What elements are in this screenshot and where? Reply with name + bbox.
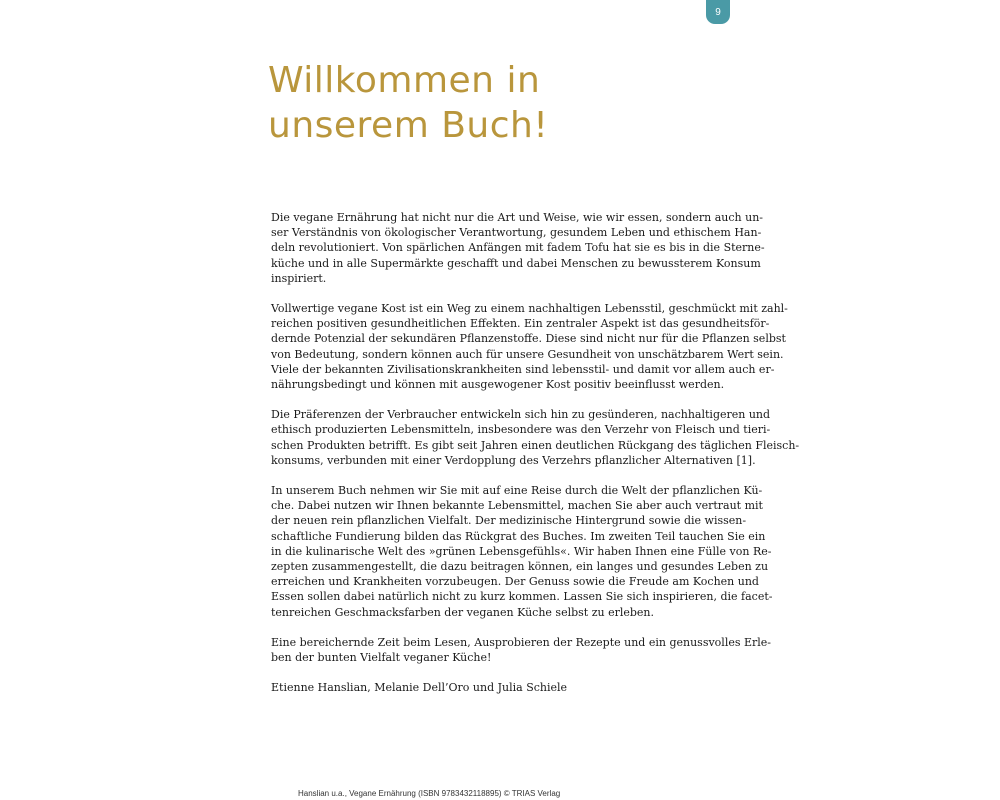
text-line: küche und in alle Supermärkte geschafft und dabei Menschen zu bewussterem Konsum — [271, 256, 761, 270]
text-line: konsums, verbunden mit einer Verdopplung des Verzehrs pflanzlicher Alternativen [1]. — [271, 453, 756, 467]
text-line: dernde Potenzial der sekundären Pflanzenstoffe. Diese sind nicht nur für die Pflanzen selbst — [271, 332, 786, 346]
text-line: nährungsbedingt und können mit ausgewogener Kost positiv beeinflusst werden. — [271, 378, 725, 392]
text-line: reichen positiven gesundheitlichen Effekten. Ein zentraler Aspekt ist das gesundheitsför- — [271, 317, 770, 331]
text-line: der neuen rein pflanzlichen Vielfalt. Der medizinische Hintergrund sowie die wissen- — [271, 514, 747, 528]
text-line: ser Verständnis von ökologischer Verantwortung, gesundem Leben und ethischem Han- — [271, 226, 762, 240]
text-line: Die Präferenzen der Verbraucher entwickeln sich hin zu gesünderen, nachhaltigeren und — [271, 408, 771, 422]
paragraph — [271, 635, 772, 665]
text-line: inspiriert. — [271, 271, 327, 285]
text-line: tenreichen Geschmacksfarben der veganen Küche selbst zu erleben. — [271, 605, 655, 619]
text-line: Eine bereichernde Zeit beim Lesen, Ausprobieren der Rezepte und ein genussvolles Erle- — [271, 635, 772, 649]
text-line: In unserem Buch nehmen wir Sie mit auf eine Reise durch die Welt der pflanzlichen Kü- — [271, 484, 763, 498]
author-signature — [271, 680, 711, 695]
text-line: che. Dabei nutzen wir Ihnen bekannte Lebensmittel, machen Sie aber auch vertraut mit — [271, 499, 763, 513]
copyright-footer: Hanslian u.a., Vegane Ernährung (ISBN 9783432118895) © TRIAS Verlag — [298, 789, 561, 798]
title-line: Willkommen in — [268, 60, 541, 101]
text-line: Vollwertige vegane Kost ist ein Weg zu einem nachhaltigen Lebensstil, geschmückt mit zahl- — [271, 302, 788, 316]
text-line: ben der bunten Vielfalt veganer Küche! — [271, 651, 492, 665]
text-line: Essen sollen dabei natürlich nicht zu kurz kommen. Lassen Sie sich inspirieren, die facet- — [271, 590, 773, 604]
page-title — [268, 58, 708, 148]
text-line: ethisch produzierten Lebensmitteln, insbesondere was den Verzehr von Fleisch und tieri- — [271, 423, 771, 437]
paragraph — [271, 301, 788, 392]
page-number: 9 — [715, 6, 721, 18]
body-text — [271, 210, 800, 710]
title-line: unserem Buch! — [268, 105, 549, 146]
text-line: zepten zusammengestellt, die dazu beitragen können, ein langes und gesundes Leben zu — [271, 560, 769, 574]
text-line: schen Produkten betrifft. Es gibt seit Jahren einen deutlichen Rückgang des täglichen Fleisch- — [271, 438, 800, 452]
text-line: Die vegane Ernährung hat nicht nur die Art und Weise, wie wir essen, sondern auch un- — [271, 211, 763, 224]
text-line: schaftliche Fundierung bilden das Rückgrat des Buches. Im zweiten Teil tauchen Sie ein — [271, 529, 766, 543]
text-line: in die kulinarische Welt des »grünen Lebensgefühls«. Wir haben Ihnen eine Fülle von Re- — [271, 544, 772, 558]
paragraph — [271, 210, 765, 286]
text-line: erreichen und Krankheiten vorzubeugen. Der Genuss sowie die Freude am Kochen und — [271, 575, 759, 589]
signature-text: Etienne Hanslian, Melanie Dell’Oro und Julia Schiele — [271, 681, 568, 695]
text-line: von Bedeutung, sondern können auch für unsere Gesundheit von unschätzbarem Wert sein. — [271, 347, 784, 361]
paragraph — [271, 407, 800, 468]
paragraph — [271, 483, 773, 620]
text-line: Viele der bekannten Zivilisationskrankheiten sind lebensstil- und damit vor allem auch er- — [271, 362, 775, 376]
page-number-badge — [706, 0, 730, 24]
text-line: deln revolutioniert. Von spärlichen Anfängen mit fadem Tofu hat sie es bis in die Sterne- — [271, 241, 765, 255]
